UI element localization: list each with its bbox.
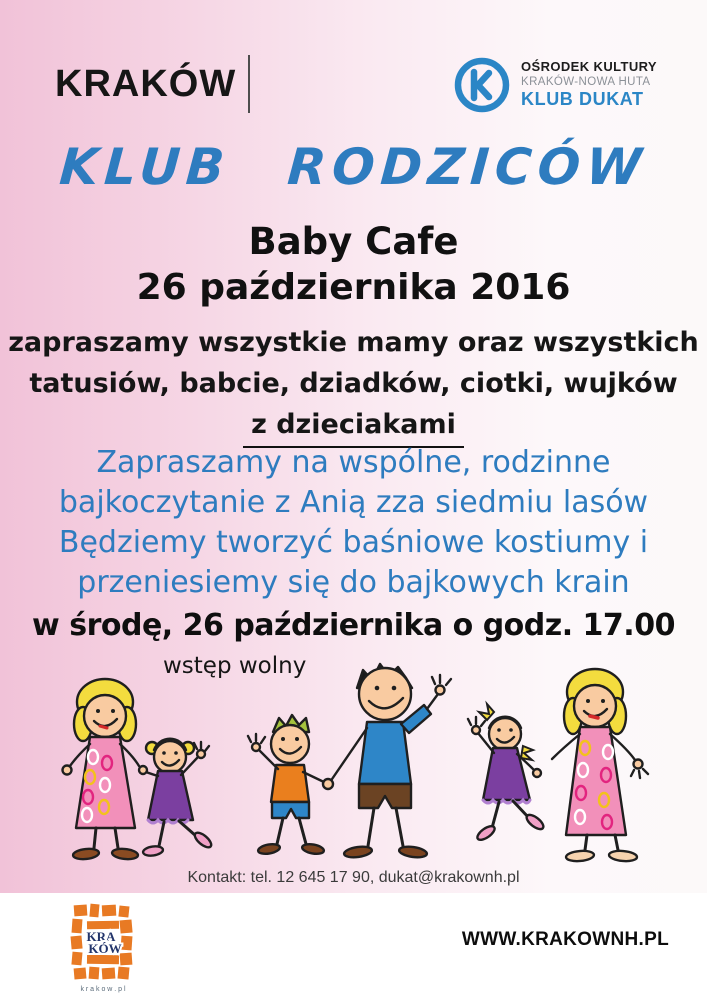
footer [0, 893, 707, 1000]
website-url: WWW.KRAKOWNH.PL [461, 929, 669, 950]
mosaic-url: k r a k o w . p l [80, 986, 126, 993]
org-name-block [521, 59, 657, 111]
krakow-mosaic-logo [60, 901, 146, 997]
klub-dukat-logo-icon [454, 57, 510, 113]
program-line-1: Zapraszamy na wspólne, rodzinne [96, 445, 611, 480]
schedule-line: w środę, 26 października o godz. 17.00 [32, 608, 675, 643]
contact-line: Kontakt: tel. 12 645 17 90, dukat@krakownh.pl [187, 869, 520, 886]
invitation-text [0, 322, 707, 448]
invite-line-3-underlined: z dzieciakami [243, 404, 464, 448]
event-date: 26 października 2016 [136, 267, 571, 308]
mom-figure-right [552, 669, 648, 862]
org-club-name: KLUB DUKAT [521, 88, 644, 109]
girl-figure-right [468, 704, 546, 842]
program-text [0, 443, 707, 603]
krakow-wordmark: KRAKÓW [55, 62, 237, 105]
program-line-2: bajkoczytanie z Anią zza siedmiu lasów [58, 485, 649, 520]
event-name: Baby Cafe [248, 220, 459, 263]
org-name: OŚRODEK KULTURY [521, 59, 657, 75]
divider [248, 55, 250, 113]
girl-figure-left [139, 739, 214, 857]
krakow-brand [55, 55, 250, 113]
invite-line-2: tatusiów, babcie, dziadków, ciotki, wujków [29, 368, 678, 399]
mom-figure-left [63, 679, 140, 860]
mosaic-text-kra: KRA [86, 929, 116, 944]
boy-figure [248, 715, 326, 855]
header [55, 55, 657, 113]
dad-figure [323, 664, 451, 859]
mosaic-text-kow: KÓW [88, 941, 122, 956]
program-line-3: Będziemy tworzyć baśniowe kostiumy i [58, 525, 649, 560]
poster-title: KLUB RODZICÓW [57, 138, 650, 196]
program-line-4: przeniesiemy się do bajkowych krain [77, 565, 630, 600]
family-illustration [40, 660, 665, 872]
klub-dukat-brand [454, 57, 657, 113]
invite-line-1: zapraszamy wszystkie mamy oraz wszystkich [8, 327, 699, 358]
admission-note: wstęp wolny [163, 653, 307, 679]
org-district: KRAKÓW-NOWA HUTA [521, 75, 651, 88]
